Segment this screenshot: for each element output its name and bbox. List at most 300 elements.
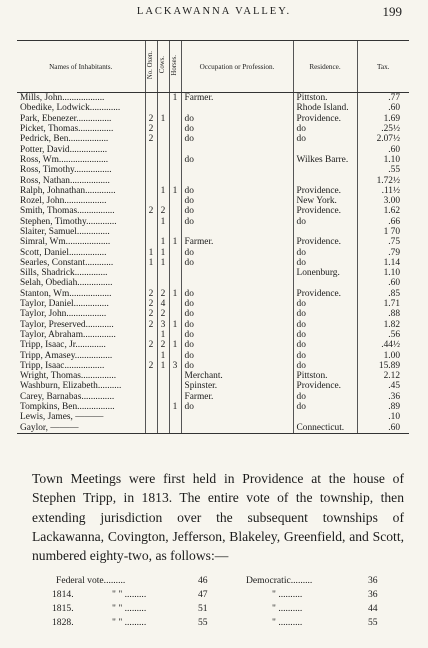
table-row [17,278,409,288]
cell-occupation: do [181,114,293,124]
cell-tax: .89 [357,402,409,412]
cell-occupation [181,175,293,185]
cell-name: Simral, Wm................... [20,237,111,248]
cell-residence: do [293,402,357,412]
cell-horses: 1 [169,289,181,299]
cell-oxen: 2 [145,340,157,350]
cell-occupation: do [181,206,293,216]
cell-cows: 1 [157,258,169,268]
cell-name: Stanton, Wm.................. [20,288,112,299]
cell-tax: .75 [357,237,409,247]
table-row [17,350,409,360]
cell-occupation: do [181,340,293,350]
cell-oxen [145,402,157,412]
cell-horses: 1 [169,320,181,330]
cell-tax: 2.07½ [357,134,409,144]
cell-occupation [181,268,293,278]
cell-name: Picket, Thomas............... [20,124,114,135]
cell-residence: Providence. [293,114,357,124]
vote-democratic-count: 36 [368,575,378,586]
cell-oxen [145,350,157,360]
vote-democratic-ditto: " .......... [272,589,303,600]
col-header-oxen: No. Oxen. [145,41,157,93]
table-row [17,258,409,268]
cell-name: Taylor, Daniel............... [20,299,109,310]
cell-cows [157,175,169,185]
cell-name: Obedike, Lodwick............. [20,103,121,114]
cell-residence: do [293,320,357,330]
cell-occupation: do [181,196,293,206]
cell-occupation: do [181,320,293,330]
cell-oxen: 2 [145,320,157,330]
cell-oxen [145,196,157,206]
cell-name: Tripp, Isaac................. [20,360,105,371]
cell-occupation [181,103,293,113]
vote-democratic-label: Democratic......... [246,575,313,586]
cell-tax: .25½ [357,124,409,134]
cell-horses: 1 [169,93,181,104]
table-row [17,206,409,216]
cell-occupation [181,412,293,422]
cell-oxen: 2 [145,206,157,216]
vote-federal-count: 51 [198,603,208,614]
cell-cows [157,371,169,381]
cell-tax: 2.12 [357,371,409,381]
cell-horses [169,258,181,268]
cell-tax: .10 [357,412,409,422]
cell-residence: Providence. [293,186,357,196]
col-header-horses: Horses. [169,41,181,93]
cell-occupation [181,227,293,237]
cell-tax: .11½ [357,186,409,196]
cell-occupation [181,165,293,175]
cell-horses [169,103,181,113]
table-row [17,186,409,196]
col-header-tax: Tax. [357,41,409,93]
cell-horses [169,247,181,257]
cell-tax: 1.82 [357,320,409,330]
cell-name: Stephen, Timothy............. [20,216,117,227]
cell-tax: .79 [357,247,409,257]
cell-occupation: Farmer. [181,237,293,247]
cell-cows [157,412,169,422]
cell-cows: 1 [157,361,169,371]
cell-oxen [145,371,157,381]
cell-horses [169,206,181,216]
running-title: LACKAWANNA VALLEY. [136,6,292,17]
col-header-occupation: Occupation or Profession. [181,41,293,93]
cell-residence: Providence. [293,206,357,216]
cell-name: Selah, Obediah............... [20,278,113,289]
cell-name: Wright, Thomas............... [20,371,117,382]
cell-cows [157,392,169,402]
cell-residence: do [293,350,357,360]
cell-occupation: do [181,289,293,299]
vote-democratic-ditto: " .......... [272,603,303,614]
cell-name: Scott, Daniel................ [20,247,107,258]
cell-horses: 1 [169,402,181,412]
cell-cows [157,278,169,288]
vote-federal-ditto: " " ......... [112,589,147,600]
cell-residence [293,278,357,288]
cell-cows [157,227,169,237]
cell-occupation: do [181,186,293,196]
page-number: 199 [382,4,402,19]
cell-tax: .88 [357,309,409,319]
cell-oxen: 2 [145,114,157,124]
cell-name: Park, Ebenezer............... [20,113,112,124]
table-row [17,93,409,104]
cell-cows [157,134,169,144]
cell-horses [169,165,181,175]
cell-cows [157,144,169,154]
cell-occupation: do [181,258,293,268]
cell-residence: Providence. [293,381,357,391]
cell-name: Tripp, Isaac, Jr............. [20,340,106,351]
cell-horses [169,144,181,154]
cell-tax: 1.10 [357,155,409,165]
cell-oxen [145,175,157,185]
cell-occupation: Merchant. [181,371,293,381]
cell-occupation: Spinster. [181,381,293,391]
cell-horses [169,278,181,288]
cell-oxen [145,93,157,104]
table-row [17,381,409,391]
cell-cows [157,402,169,412]
cell-occupation: do [181,134,293,144]
cell-cows: 1 [157,114,169,124]
cell-cows: 1 [157,350,169,360]
cell-horses [169,268,181,278]
cell-occupation: do [181,247,293,257]
table-row [17,289,409,299]
cell-horses [169,227,181,237]
cell-oxen [145,278,157,288]
cell-residence: do [293,134,357,144]
cell-name: Ralph, Johnathan............. [20,185,116,196]
table-row [17,320,409,330]
cell-tax: 15.89 [357,361,409,371]
table-row [17,392,409,402]
cell-tax: 3.00 [357,196,409,206]
cell-horses: 1 [169,340,181,350]
table-row [17,124,409,134]
cell-horses [169,423,181,434]
table-row [17,371,409,381]
cell-name: Searles, Constant............ [20,257,114,268]
cell-name: Carey, Barnabas.............. [20,391,115,402]
town-meetings-paragraph: Town Meetings were first held in Providence at the house of Stephen Tripp, in 1813. The entire vote of the township, then extending jurisdiction over the subsequent townships of Lackawanna, Covington, Jefferson, Blakeley, Greenfield, and Scott, numbered eighty-two, as follows:— [32,471,404,564]
cell-tax: .45 [357,381,409,391]
cell-residence: Providence. [293,289,357,299]
table-row [17,155,409,165]
table-row [17,247,409,257]
table-body [17,93,409,434]
cell-occupation: do [181,155,293,165]
cell-horses [169,134,181,144]
vote-federal-label: Federal vote......... [56,575,126,586]
cell-oxen: 2 [145,299,157,309]
cell-cows [157,103,169,113]
cell-oxen: 2 [145,289,157,299]
cell-oxen: 1 [145,247,157,257]
cell-horses: 3 [169,361,181,371]
cell-name: Sills, Shadrick.............. [20,268,108,279]
cell-residence: do [293,217,357,227]
cell-occupation: do [181,330,293,340]
cell-occupation: do [181,299,293,309]
cell-occupation [181,144,293,154]
cell-horses [169,114,181,124]
table-row [17,330,409,340]
table-row [17,309,409,319]
cell-horses [169,124,181,134]
cell-residence: Pittston. [293,371,357,381]
cell-residence [293,227,357,237]
cell-horses [169,175,181,185]
cell-cows: 1 [157,186,169,196]
cell-oxen [145,392,157,402]
cell-tax: .77 [357,93,409,104]
cell-oxen: 2 [145,124,157,134]
vote-year: 1815. [52,603,74,614]
cell-residence: do [293,361,357,371]
cell-residence: do [293,258,357,268]
table-row [17,402,409,412]
cell-tax: 1.71 [357,299,409,309]
cell-cows: 1 [157,237,169,247]
cell-oxen [145,144,157,154]
cell-cows [157,124,169,134]
vote-federal-ditto: " " ......... [112,603,147,614]
cell-occupation: Farmer. [181,392,293,402]
cell-residence: do [293,330,357,340]
vote-democratic-count: 44 [368,603,378,614]
cell-residence: Wilkes Barre. [293,155,357,165]
cell-horses [169,217,181,227]
cell-oxen: 2 [145,361,157,371]
cell-oxen [145,237,157,247]
cell-tax: .60 [357,144,409,154]
vote-federal-ditto: " " ......... [112,617,147,628]
cell-tax: .60 [357,278,409,288]
cell-cows [157,268,169,278]
table-row [17,268,409,278]
cell-occupation: do [181,361,293,371]
cell-residence: Lonenburg. [293,268,357,278]
cell-occupation: do [181,309,293,319]
cell-cows: 2 [157,340,169,350]
vote-row [40,575,410,589]
cell-cows: 2 [157,206,169,216]
cell-occupation: do [181,402,293,412]
cell-residence: do [293,299,357,309]
vote-federal-count: 47 [198,589,208,600]
vote-year: 1814. [52,589,74,600]
cell-name: Washburn, Elizabeth.......... [20,381,122,392]
cell-name: Pedrick, Ben................. [20,134,109,145]
cell-residence: Rhode Island. [293,103,357,113]
cell-oxen [145,381,157,391]
table-row [17,103,409,113]
table-row [17,299,409,309]
cell-residence: do [293,392,357,402]
cell-residence: Connecticut. [293,423,357,434]
cell-horses [169,350,181,360]
vote-row [40,589,410,603]
cell-cows: 1 [157,247,169,257]
inhabitants-table [17,40,409,434]
cell-tax: 1.14 [357,258,409,268]
cell-oxen [145,103,157,113]
cell-cows [157,93,169,104]
cell-horses [169,330,181,340]
cell-horses: 1 [169,237,181,247]
cell-name: Mills, John.................. [20,93,105,104]
cell-name: Ross, Nathan................. [20,175,110,186]
cell-tax: .56 [357,330,409,340]
cell-cows [157,165,169,175]
cell-name: Taylor, Abraham.............. [20,329,116,340]
cell-cows [157,155,169,165]
cell-cows [157,381,169,391]
cell-residence [293,144,357,154]
cell-tax: 1.72½ [357,175,409,185]
cell-cows [157,423,169,434]
vote-federal-count: 46 [198,575,208,586]
cell-name: Taylor, John................. [20,309,107,320]
cell-residence [293,412,357,422]
cell-oxen [145,227,157,237]
cell-horses [169,155,181,165]
vote-row [40,603,410,617]
col-header-name: Names of Inhabitants. [17,41,145,93]
cell-name: Smith, Thomas................ [20,206,115,217]
cell-horses [169,196,181,206]
cell-oxen [145,412,157,422]
cell-name: Potter, David................ [20,144,108,155]
cell-occupation [181,278,293,288]
cell-cows: 3 [157,320,169,330]
cell-horses [169,299,181,309]
cell-tax: .66 [357,217,409,227]
cell-name: Slaiter, Samuel.............. [20,227,110,237]
cell-name: Ross, Wm..................... [20,154,109,165]
col-header-cows: Cows. [157,41,169,93]
cell-oxen [145,268,157,278]
cell-cows: 1 [157,217,169,227]
cell-residence: New York. [293,196,357,206]
cell-residence: do [293,124,357,134]
cell-cows: 2 [157,289,169,299]
cell-residence: Pittston. [293,93,357,104]
cell-horses [169,309,181,319]
cell-oxen [145,217,157,227]
cell-tax: .55 [357,165,409,175]
table-row [17,423,409,434]
table-row [17,134,409,144]
cell-oxen: 2 [145,134,157,144]
vote-democratic-count: 55 [368,617,378,628]
table-row [17,144,409,154]
cell-occupation [181,423,293,434]
table-row [17,237,409,247]
cell-name: Tripp, Amasey................ [20,350,113,361]
cell-occupation: do [181,124,293,134]
vote-democratic-ditto: " .......... [272,617,303,628]
cell-residence: do [293,309,357,319]
table-row [17,227,409,237]
cell-oxen [145,155,157,165]
table-row [17,196,409,206]
cell-tax: 1.00 [357,350,409,360]
table-row [17,217,409,227]
cell-occupation: do [181,217,293,227]
cell-name: Tompkins, Ben................ [20,402,115,413]
cell-tax: 1.62 [357,206,409,216]
cell-residence [293,175,357,185]
cell-name: Gaylor, ——— [17,423,145,434]
cell-tax: .44½ [357,340,409,350]
table-row [17,340,409,350]
vote-federal-count: 55 [198,617,208,628]
table-row [17,114,409,124]
cell-cows: 2 [157,309,169,319]
cell-oxen [145,165,157,175]
cell-occupation: do [181,350,293,360]
cell-name: Lewis, James, ——— [20,412,104,423]
cell-tax: .60 [357,423,409,434]
cell-name: Taylor, Preserved............ [20,319,114,330]
cell-horses: 1 [169,186,181,196]
cell-residence: do [293,340,357,350]
cell-tax: 1.69 [357,114,409,124]
cell-tax: .85 [357,289,409,299]
cell-occupation: Farmer. [181,93,293,104]
vote-year: 1828. [52,617,74,628]
cell-horses [169,412,181,422]
cell-residence: Providence. [293,237,357,247]
cell-residence [293,165,357,175]
table-row [17,165,409,175]
page-header [0,6,428,22]
cell-tax: 1.10 [357,268,409,278]
cell-cows: 1 [157,330,169,340]
table-row [17,361,409,371]
table-header [17,41,409,93]
cell-oxen [145,330,157,340]
cell-tax: .60 [357,103,409,113]
table-row [17,175,409,185]
cell-oxen [145,423,157,434]
cell-oxen [145,186,157,196]
cell-horses [169,381,181,391]
cell-oxen: 1 [145,258,157,268]
vote-row [40,617,410,631]
col-header-residence: Residence. [293,41,357,93]
cell-name: Ross, Timothy................ [20,165,112,176]
cell-horses [169,371,181,381]
cell-tax: 1 70 [357,227,409,237]
cell-horses [169,392,181,402]
table-row [17,412,409,422]
vote-democratic-count: 36 [368,589,378,600]
cell-cows: 4 [157,299,169,309]
cell-residence: do [293,247,357,257]
cell-tax: .36 [357,392,409,402]
cell-oxen: 2 [145,309,157,319]
cell-cows [157,196,169,206]
